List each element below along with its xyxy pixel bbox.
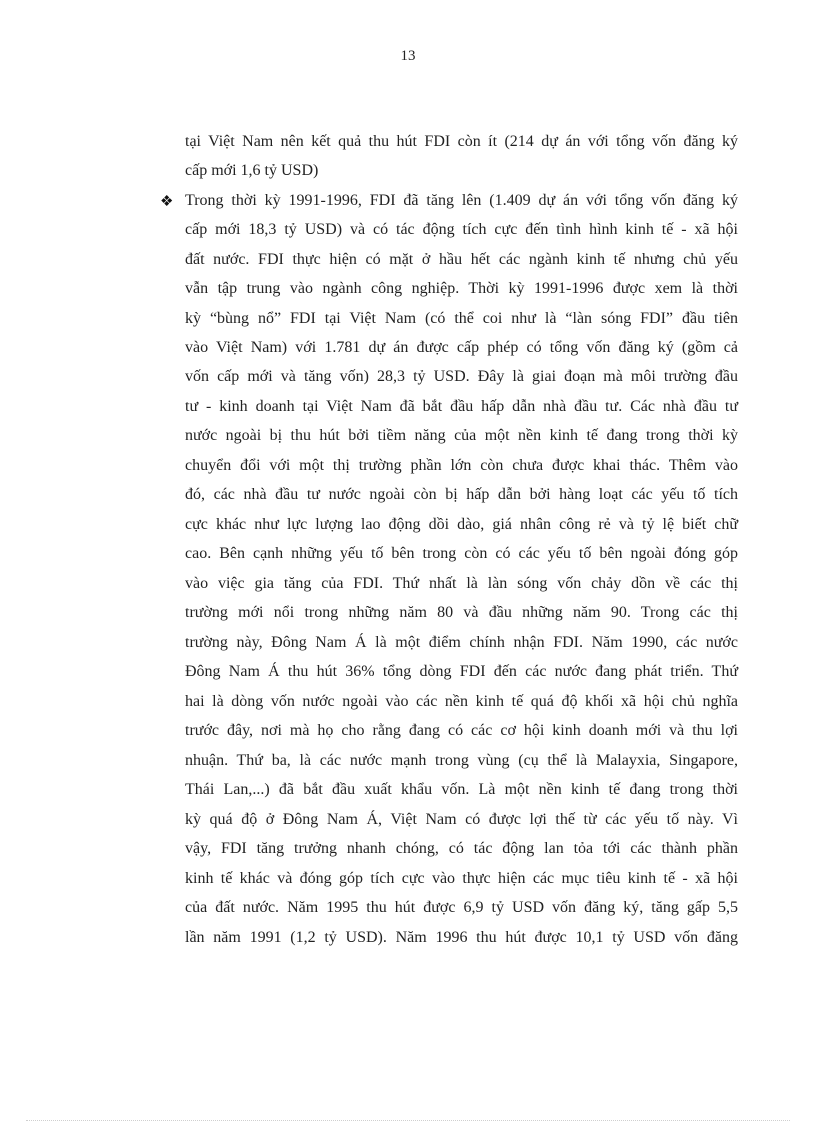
text-line: vậy, FDI tăng trưởng nhanh chóng, có tác động lan tỏa tới các thành phần [185, 840, 738, 857]
text-line: kinh tế khác và đóng góp tích cực vào thực hiện các mục tiêu kinh tế - xã hội [185, 870, 738, 887]
text-line: kỳ quá độ ở Đông Nam Á, Việt Nam có được lợi thế từ các yếu tố này. Vì [185, 811, 738, 828]
text-line: nhuận. Thứ ba, là các nước mạnh trong vùng (cụ thể là Malayxia, Singapore, [185, 752, 738, 769]
text-line: hai là dòng vốn nước ngoài vào các nền kinh tế quá độ khối xã hội chủ nghĩa [185, 693, 738, 710]
text-line: cực khác như lực lượng lao động dồi dào, giá nhân công rẻ và tỷ lệ biết chữ [185, 516, 738, 533]
diamond-bullet-icon: ❖ [160, 194, 174, 210]
text-line: lần năm 1991 (1,2 tỷ USD). Năm 1996 thu hút được 10,1 tỷ USD vốn đăng [185, 929, 738, 946]
text-line: Thái Lan,...) đã bắt đầu xuất khẩu vốn. Là một nền kinh tế đang trong thời [185, 781, 738, 798]
text-line: vẫn tập trung vào ngành công nghiệp. Thời kỳ 1991-1996 được xem là thời [185, 280, 738, 297]
text-line: trước đây, nơi mà họ cho rằng đang có các cơ hội kinh doanh mới và thu lợi [185, 722, 738, 739]
text-line: cấp mới 1,6 tỷ USD) [185, 162, 319, 179]
text-line: đó, các nhà đầu tư nước ngoài còn bị hấp dẫn bởi hàng loạt các yếu tố tích [185, 486, 738, 503]
page-number: 13 [400, 48, 416, 64]
text-line: nước ngoài bị thu hút bởi tiềm năng của một nền kinh tế đang trong thời kỳ [185, 427, 738, 444]
page-bottom-rule [26, 1120, 790, 1121]
text-line: chuyển đổi với một thị trường phần lớn còn chưa được khai thác. Thêm vào [185, 457, 738, 474]
text-line: cao. Bên cạnh những yếu tố bên trong còn có các yếu tố bên ngoài đóng góp [185, 545, 738, 562]
text-line: Trong thời kỳ 1991-1996, FDI đã tăng lên (1.409 dự án với tổng vốn đăng ký [185, 192, 738, 209]
text-line: trường mới nổi trong những năm 80 và đầu những năm 90. Trong các thị [185, 604, 738, 621]
text-line: kỳ “bùng nổ” FDI tại Việt Nam (có thể coi như là “làn sóng FDI” đầu tiên [185, 310, 738, 327]
text-line: tại Việt Nam nên kết quả thu hút FDI còn ít (214 dự án với tổng vốn đăng ký [185, 133, 738, 150]
text-line: đất nước. FDI thực hiện có mặt ở hầu hết các ngành kinh tế nhưng chủ yếu [185, 251, 738, 268]
text-line: vào việc gia tăng của FDI. Thứ nhất là làn sóng vốn chảy dồn về các thị [185, 575, 738, 592]
text-line: tư - kinh doanh tại Việt Nam đã bắt đầu hấp dẫn nhà đầu tư. Các nhà đầu tư [185, 398, 738, 415]
text-line: cấp mới 18,3 tỷ USD) và có tác động tích cực đến tình hình kinh tế - xã hội [185, 221, 738, 238]
text-line: trường này, Đông Nam Á là một điểm chính nhận FDI. Năm 1990, các nước [185, 634, 738, 651]
text-line: vào Việt Nam) với 1.781 dự án được cấp phép có tổng vốn đăng ký (gồm cả [185, 339, 738, 356]
text-line: của đất nước. Năm 1995 thu hút được 6,9 tỷ USD vốn đăng ký, tăng gấp 5,5 [185, 899, 738, 916]
text-line: Đông Nam Á thu hút 36% tổng dòng FDI đến các nước đang phát triển. Thứ [185, 663, 738, 680]
text-line: vốn cấp mới và tăng vốn) 28,3 tỷ USD. Đây là giai đoạn mà môi trường đầu [185, 368, 738, 385]
